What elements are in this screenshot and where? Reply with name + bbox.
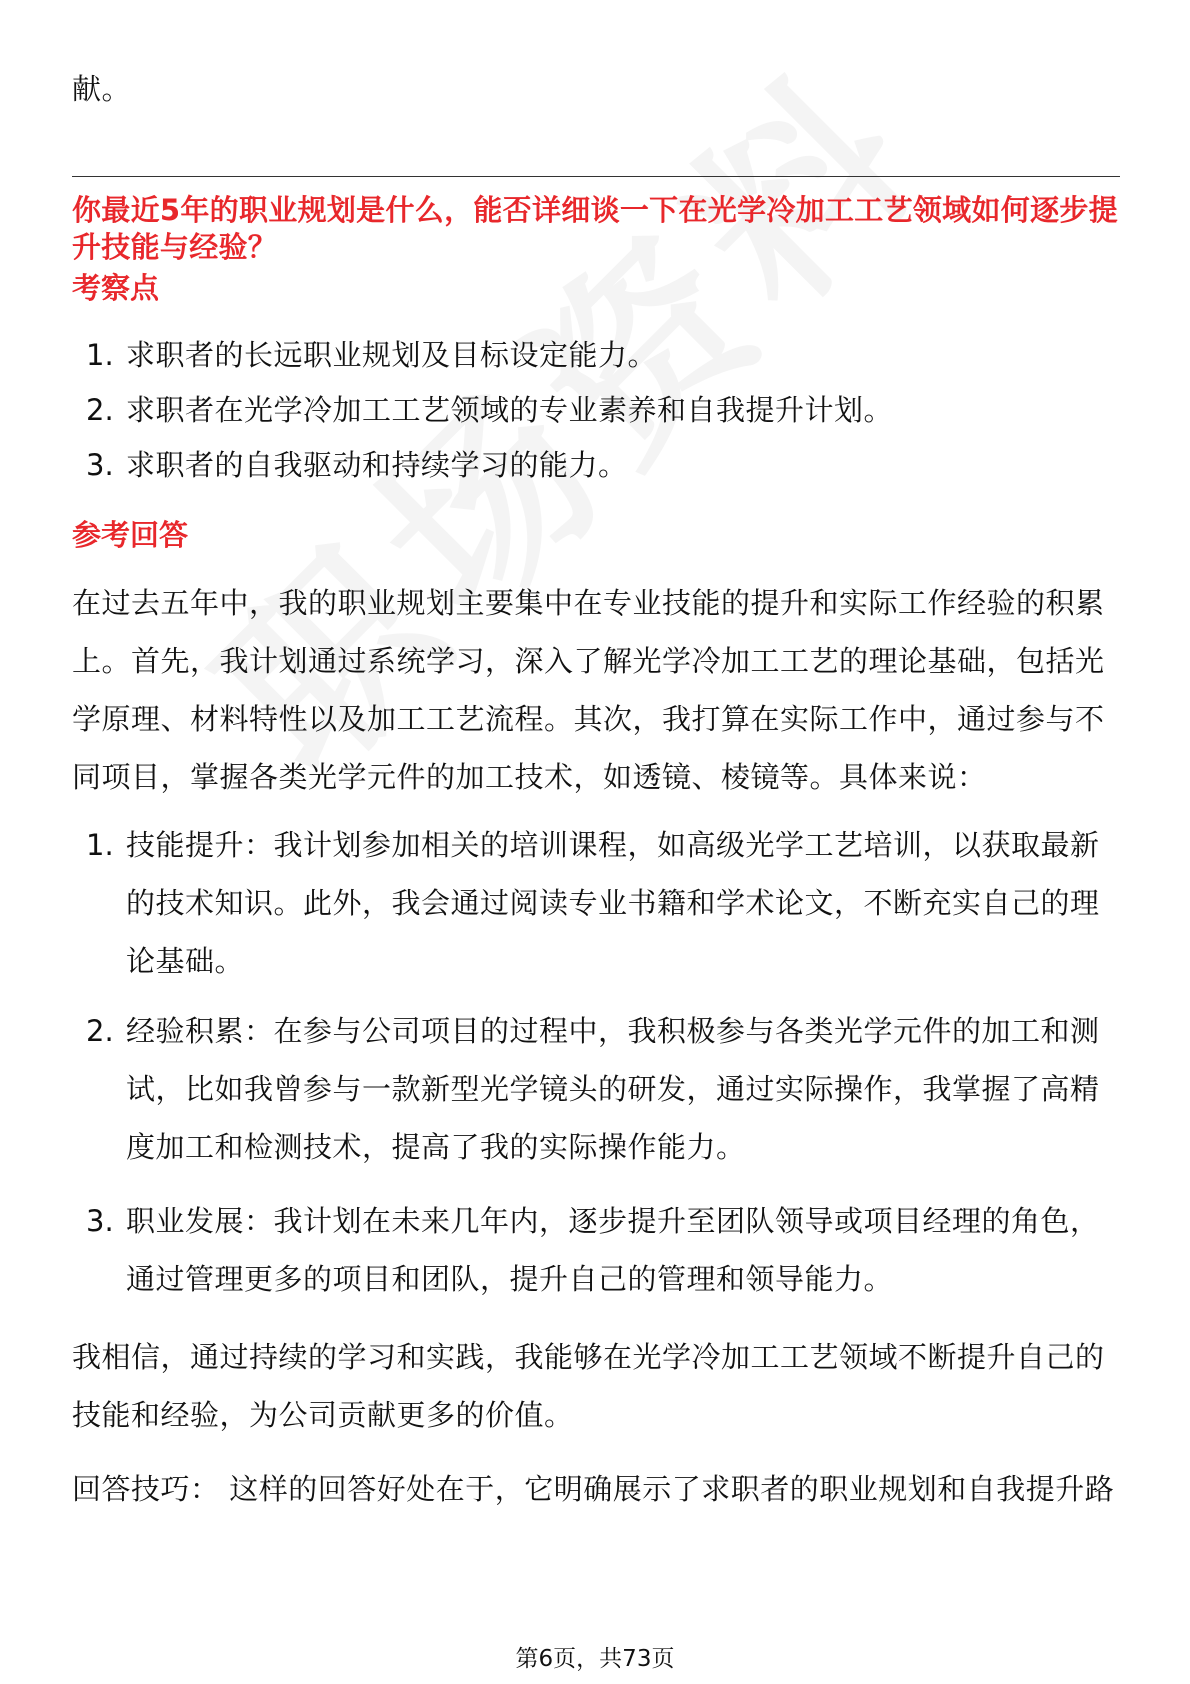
page-footer: 第6页，共73页 bbox=[515, 1646, 675, 1672]
list-text: 求职者的长远职业规划及目标设定能力。 bbox=[126, 338, 658, 372]
list-number: 1. bbox=[86, 338, 114, 372]
list-number: 2. bbox=[86, 1014, 114, 1048]
section-heading-points: 考察点 bbox=[72, 271, 160, 305]
list-text: 技能提升：我计划参加相关的培训课程，如高级光学工艺培训，以获取最新的技术知识。此外，我会通过阅读专业书籍和学术论文，不断充实自己的理论基础。 bbox=[126, 828, 1100, 978]
answer-intro: 在过去五年中，我的职业规划主要集中在专业技能的提升和实际工作经验的积累上。首先，我计划通过系统学习，深入了解光学冷加工工艺的理论基础，包括光学原理、材料特性以及加工工艺流程。其次，我打算在实际工作中，通过参与不同项目，掌握各类光学元件的加工技术，如透镜、棱镜等。具体来说： bbox=[72, 586, 1105, 794]
list-text: 经验积累：在参与公司项目的过程中，我积极参与各类光学元件的加工和测试，比如我曾参与一款新型光学镜头的研发，通过实际操作，我掌握了高精度加工和检测技术，提高了我的实际操作能力。 bbox=[126, 1014, 1100, 1164]
list-text: 求职者在光学冷加工工艺领域的专业素养和自我提升计划。 bbox=[126, 393, 894, 427]
section-heading-answer: 参考回答 bbox=[72, 518, 189, 552]
answer-tips: 回答技巧： 这样的回答好处在于，它明确展示了求职者的职业规划和自我提升路 bbox=[72, 1472, 1115, 1506]
divider bbox=[72, 176, 1120, 177]
list-number: 3. bbox=[86, 448, 114, 482]
list-number: 3. bbox=[86, 1204, 114, 1238]
list-number: 2. bbox=[86, 393, 114, 427]
list-number: 1. bbox=[86, 828, 114, 862]
previous-page-fragment: 献。 bbox=[72, 72, 132, 106]
list-text: 求职者的自我驱动和持续学习的能力。 bbox=[126, 448, 628, 482]
list-text: 职业发展：我计划在未来几年内，逐步提升至团队领导或项目经理的角色，通过管理更多的项目和团队，提升自己的管理和领导能力。 bbox=[126, 1204, 1100, 1296]
conclusion: 我相信，通过持续的学习和实践，我能够在光学冷加工工艺领域不断提升自己的技能和经验，为公司贡献更多的价值。 bbox=[72, 1340, 1105, 1432]
question-title: 你最近5年的职业规划是什么，能否详细谈一下在光学冷加工工艺领域如何逐步提升技能与经验？ bbox=[72, 193, 1118, 264]
